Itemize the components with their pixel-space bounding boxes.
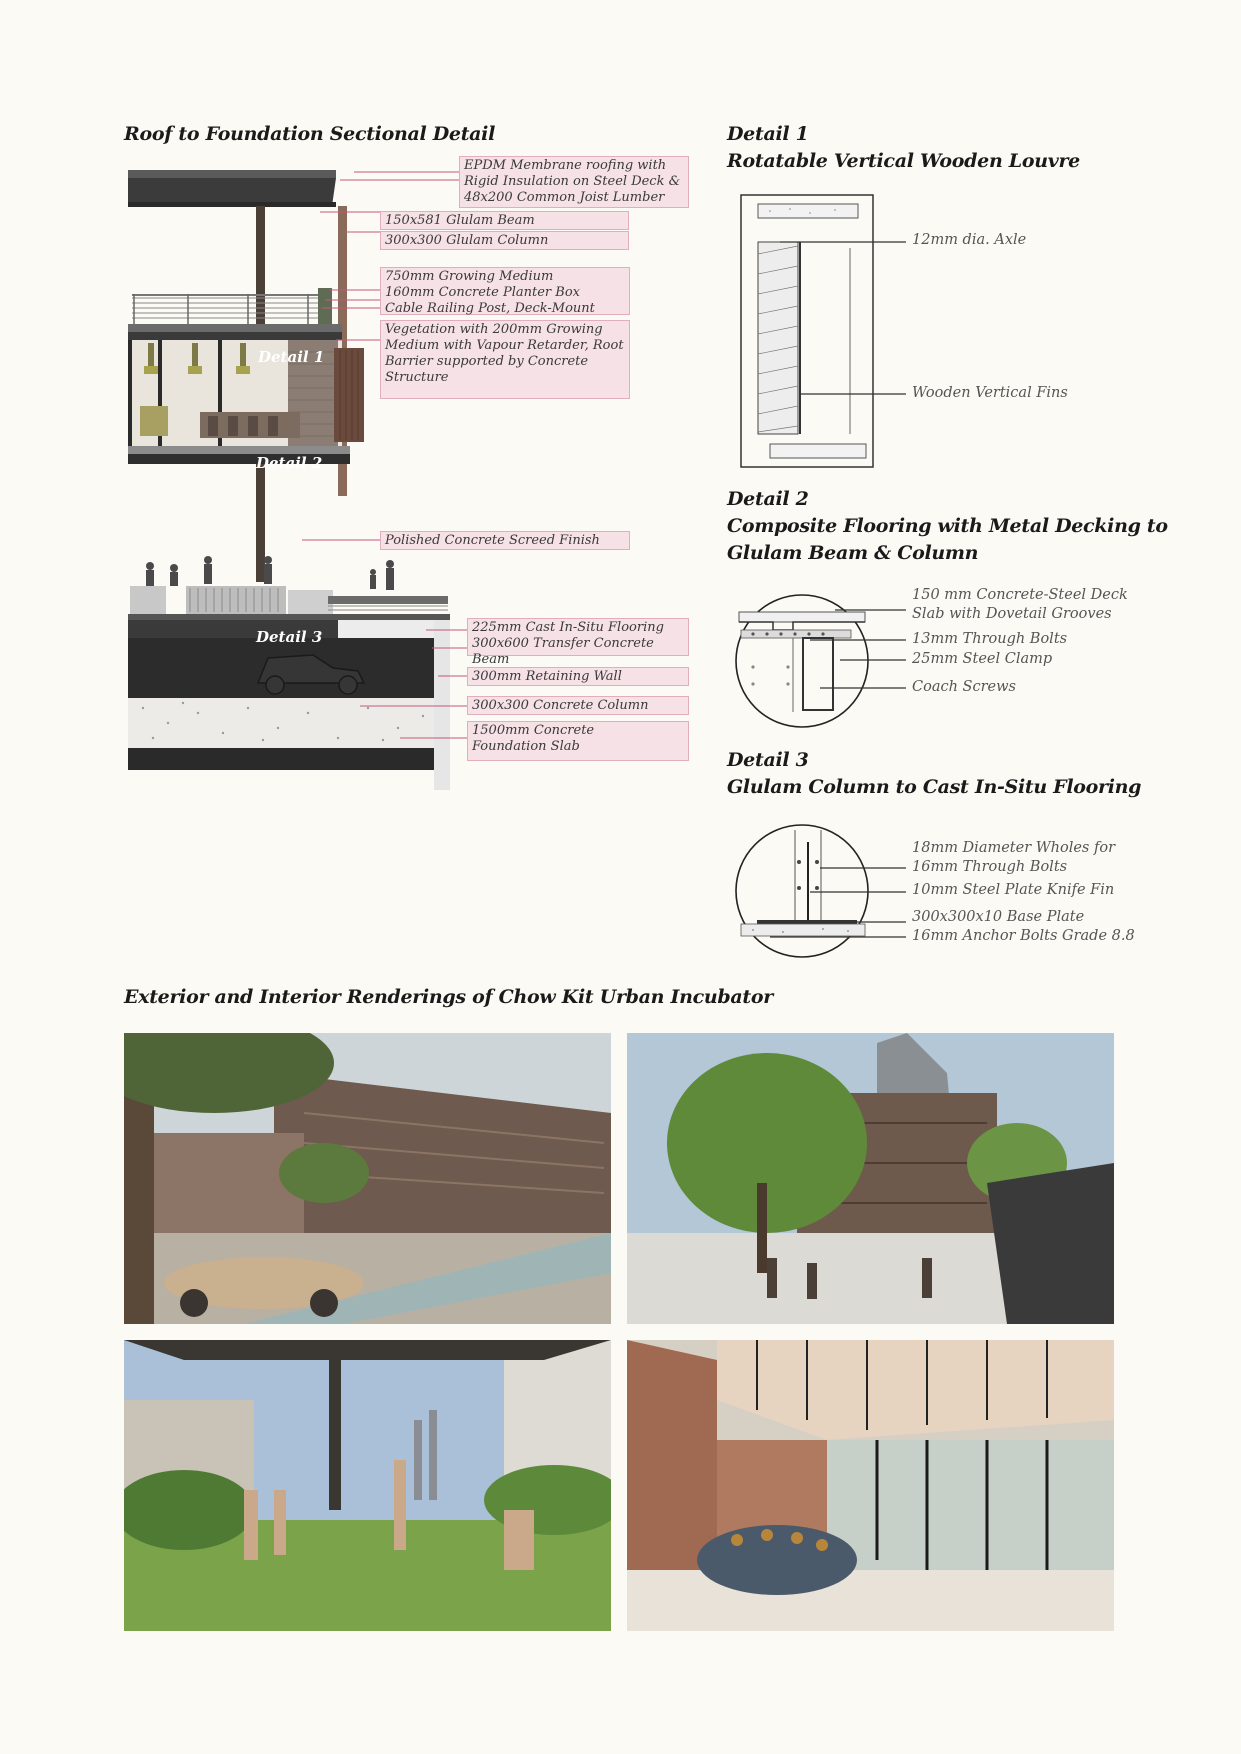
section-heading: Roof to Foundation Sectional Detail <box>124 123 496 145</box>
callout-cable-railing: Cable Railing Post, Deck-Mount <box>385 301 595 316</box>
rendering-interior-hall <box>627 1340 1114 1631</box>
detail1-label-fins: Wooden Vertical Fins <box>912 385 1068 401</box>
rendering-roof-garden-image <box>124 1340 611 1631</box>
callout-planter-box: 160mm Concrete Planter Box <box>385 285 580 300</box>
callout-vegetation-line2: Medium with Vapour Retarder, Root <box>385 338 624 353</box>
detail2-title-line2: Glulam Beam & Column <box>727 542 979 564</box>
rendering-exterior-plaza <box>627 1033 1114 1324</box>
callout-growing-medium: 750mm Growing Medium <box>385 269 554 284</box>
detail3-label-anchor: 16mm Anchor Bolts Grade 8.8 <box>912 928 1135 944</box>
callout-vegetation-line3: Barrier supported by Concrete <box>385 354 589 369</box>
rendering-exterior-street-image <box>124 1033 611 1324</box>
section-tag-detail2: Detail 2 <box>256 454 323 472</box>
callout-roofing-line3: 48x200 Common Joist Lumber <box>464 190 665 205</box>
renderings-heading: Exterior and Interior Renderings of Chow Kit Urban Incubator <box>124 986 773 1008</box>
detail2-label-bolts: 13mm Through Bolts <box>912 631 1068 647</box>
callout-foundation-line1: 1500mm Concrete <box>472 723 595 738</box>
rendering-exterior-plaza-image <box>627 1033 1114 1324</box>
detail2-label-screws: Coach Screws <box>912 679 1016 695</box>
callout-retaining-wall: 300mm Retaining Wall <box>467 667 689 686</box>
rendering-exterior-street <box>124 1033 611 1324</box>
detail3-label-holes-line2: 16mm Through Bolts <box>912 859 1068 875</box>
detail3-label-base: 300x300x10 Base Plate <box>912 909 1085 925</box>
callout-glulam-column: 300x300 Glulam Column <box>380 231 629 250</box>
detail2-label-clamp: 25mm Steel Clamp <box>912 651 1053 667</box>
callout-foundation-line2: Foundation Slab <box>472 739 580 754</box>
section-tag-detail1: Detail 1 <box>258 348 325 366</box>
detail2-title-line1: Composite Flooring with Metal Decking to <box>727 515 1168 537</box>
callout-concrete-column: 300x300 Concrete Column <box>467 696 689 715</box>
callout-roofing-line1: EPDM Membrane roofing with <box>464 158 667 173</box>
detail2-label-deck-line1: 150 mm Concrete-Steel Deck <box>912 587 1128 603</box>
rendering-roof-garden <box>124 1340 611 1631</box>
detail3-number: Detail 3 <box>727 749 809 771</box>
callout-vegetation-line1: Vegetation with 200mm Growing <box>385 322 603 337</box>
section-tag-detail3: Detail 3 <box>256 628 323 646</box>
detail2-number: Detail 2 <box>727 488 809 510</box>
detail1-number: Detail 1 <box>727 123 809 145</box>
callout-transfer-beam: 300x600 Transfer Concrete Beam <box>472 636 654 667</box>
callout-screed: Polished Concrete Screed Finish <box>380 531 630 550</box>
callout-cast-flooring: 225mm Cast In-Situ Flooring <box>472 620 664 635</box>
detail3-title: Glulam Column to Cast In-Situ Flooring <box>727 776 1142 798</box>
detail1-title: Rotatable Vertical Wooden Louvre <box>727 150 1080 172</box>
detail2-label-deck-line2: Slab with Dovetail Grooves <box>912 606 1112 622</box>
rendering-interior-hall-image <box>627 1340 1114 1631</box>
callout-vegetation-line4: Structure <box>385 370 449 385</box>
callout-roofing-line2: Rigid Insulation on Steel Deck & <box>464 174 681 189</box>
detail1-label-axle: 12mm dia. Axle <box>912 232 1027 248</box>
detail3-label-holes-line1: 18mm Diameter Wholes for <box>912 840 1116 856</box>
detail3-label-plate: 10mm Steel Plate Knife Fin <box>912 882 1115 898</box>
callout-glulam-beam: 150x581 Glulam Beam <box>380 211 629 230</box>
